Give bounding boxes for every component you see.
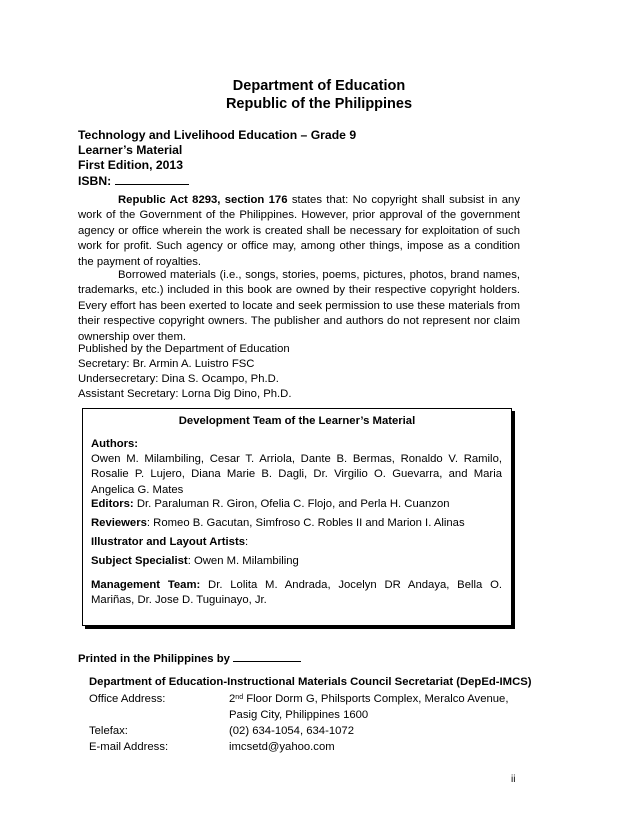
copyright-paragraph (78, 193, 520, 270)
isbn-line (78, 173, 189, 189)
management-line: Management Team: Dr. Lolita M. Andrada, Jocelyn DR Andaya, Bella O. Mariñas, Dr. Jose D. Tuguinayo, Jr. (91, 579, 502, 607)
email-label: E-mail Address: (89, 741, 169, 753)
telefax-value: (02) 634-1054, 634-1072 (229, 725, 354, 737)
office-label: Office Address: (89, 693, 166, 705)
telefax-label: Telefax: (89, 725, 128, 737)
isbn-blank (115, 173, 189, 185)
secretary: Secretary: Br. Armin A. Luistro FSC (78, 358, 255, 370)
specialist-line: Subject Specialist: Owen M. Milambiling (91, 555, 299, 567)
editors-line: Editors: Dr. Paraluman R. Giron, Ofelia C. Flojo, and Perla H. Cuanzon (91, 498, 450, 510)
page-number: ii (511, 774, 516, 785)
email-value: imcsetd@yahoo.com (229, 741, 335, 753)
team-title: Development Team of the Learner’s Material (178, 415, 416, 427)
department-heading: Department of Education (232, 78, 406, 94)
printer-blank (233, 650, 301, 662)
material-type: Learner’s Material (78, 143, 183, 157)
imcs-title: Department of Education-Instructional Materials Council Secretariat (DepEd-IMCS) (89, 676, 532, 688)
republic-heading: Republic of the Philippines (225, 96, 413, 112)
office-address-line2: Pasig City, Philippines 1600 (229, 709, 369, 721)
assistant-secretary: Assistant Secretary: Lorna Dig Dino, Ph.D. (78, 388, 292, 400)
illustrator-line: Illustrator and Layout Artists: (91, 536, 249, 548)
undersecretary: Undersecretary: Dina S. Ocampo, Ph.D. (78, 373, 279, 385)
published-by: Published by the Department of Education (78, 343, 290, 355)
isbn-label: ISBN: (78, 174, 112, 188)
printed-line (78, 650, 301, 668)
republic-act: Republic Act 8293, section 176 (118, 194, 288, 206)
office-address-line1: 2nd Floor Dorm G, Philsports Complex, Meralco Avenue, (229, 693, 509, 705)
book-title: Technology and Livelihood Education – Grade 9 (78, 128, 357, 142)
copyright-text: states that: No copyright shall subsist in any work of the Government of the Philippines. However, prior approval of the government agency or office wherein the work is created shall be necessary for exploitation of such work for profit. Such agency or office may, among other things, impose as a condition the payment of royalties. (78, 194, 520, 268)
edition: First Edition, 2013 (78, 158, 183, 172)
development-team-box (82, 408, 512, 626)
borrowed-paragraph: Borrowed materials (i.e., songs, stories, poems, pictures, photos, brand names, trademarks, etc.) included in this book are owned by their respective copyright holders. Every effort has been exerted to locate and seek permission to use these materials from their respective copyright owners. The publisher and authors do not represent nor claim ownership over them. (78, 269, 520, 343)
printed-label: Printed in the Philippines by (78, 653, 230, 665)
reviewers-line: Reviewers: Romeo B. Gacutan, Simfroso C. Robles II and Marion I. Alinas (91, 517, 465, 529)
authors-label: Authors: (91, 438, 139, 450)
authors-list: Owen M. Milambiling, Cesar T. Arriola, Dante B. Bermas, Ronaldo V. Ramilo, Rosalie P. Lujero, Diana Marie B. Dagli, Dr. Virgilio O. Guevarra, and Maria Angelica G. Mates (91, 453, 502, 496)
